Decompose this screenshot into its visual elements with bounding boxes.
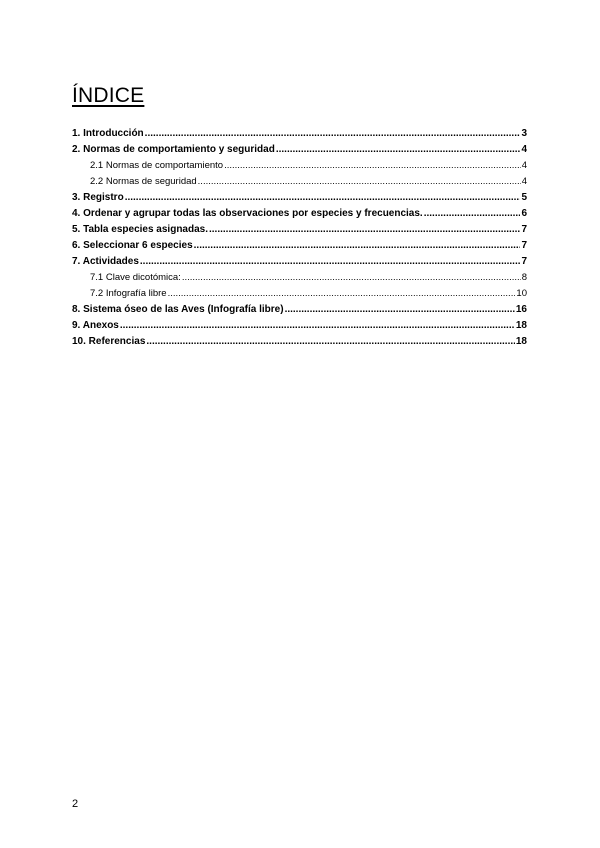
toc-entry-page: 8	[521, 272, 527, 283]
toc-entry-page: 7	[521, 256, 527, 267]
toc-leader-dots	[224, 160, 521, 171]
toc-entry-title: 7.2 Infografía libre	[90, 288, 167, 299]
toc-entry-title: 10. Referencias	[72, 336, 146, 347]
toc-entry-page: 4	[521, 176, 527, 187]
toc-entry[interactable]	[72, 176, 527, 192]
toc-entry-page: 5	[521, 192, 527, 203]
toc-entry[interactable]	[72, 304, 527, 320]
toc-entry[interactable]	[72, 224, 527, 240]
toc-entry[interactable]	[72, 240, 527, 256]
toc-leader-dots	[145, 128, 521, 139]
toc-leader-dots	[198, 176, 521, 187]
toc-entry-page: 7	[521, 224, 527, 235]
toc-entry-title: 1. Introducción	[72, 128, 144, 139]
toc-entry[interactable]	[72, 272, 527, 288]
toc-entry-page: 16	[515, 304, 527, 315]
toc-entry-page: 10	[516, 288, 527, 299]
toc-entry-title: 5. Tabla especies asignadas.	[72, 224, 208, 235]
toc-leader-dots	[194, 240, 521, 251]
toc-entry-title: 2.2 Normas de seguridad	[90, 176, 197, 187]
toc-entry[interactable]	[72, 336, 527, 352]
toc-entry[interactable]	[72, 288, 527, 304]
page-title: ÍNDICE	[72, 84, 145, 107]
toc-entry-title: 3. Registro	[72, 192, 124, 203]
toc-leader-dots	[120, 320, 515, 331]
toc-entry-title: 6. Seleccionar 6 especies	[72, 240, 193, 251]
toc-entry-page: 4	[521, 144, 527, 155]
toc-entry-title: 9. Anexos	[72, 320, 119, 331]
toc-entry-title: 2. Normas de comportamiento y seguridad	[72, 144, 275, 155]
toc-leader-dots	[125, 192, 521, 203]
toc-entry-page: 4	[521, 160, 527, 171]
toc-leader-dots	[285, 304, 515, 315]
toc-entry-page: 18	[515, 320, 527, 331]
toc-entry[interactable]	[72, 208, 527, 224]
toc-entry[interactable]	[72, 256, 527, 272]
toc-entry-page: 3	[521, 128, 527, 139]
toc-leader-dots	[424, 208, 521, 219]
toc-entry-page: 18	[515, 336, 527, 347]
page-number: 2	[72, 798, 79, 810]
toc-entry[interactable]	[72, 320, 527, 336]
toc-entry[interactable]	[72, 128, 527, 144]
toc-entry-page: 6	[521, 208, 527, 219]
toc-entry-title: 4. Ordenar y agrupar todas las observaciones por especies y frecuencias.	[72, 208, 423, 219]
toc-leader-dots	[209, 224, 520, 235]
toc-entry[interactable]	[72, 192, 527, 208]
toc-leader-dots	[140, 256, 521, 267]
toc-entry[interactable]	[72, 160, 527, 176]
toc-entry-title: 7. Actividades	[72, 256, 139, 267]
toc-leader-dots	[182, 272, 521, 283]
toc-entry-title: 8. Sistema óseo de las Aves (Infografía libre)	[72, 304, 284, 315]
table-of-contents	[72, 128, 527, 352]
toc-entry[interactable]	[72, 144, 527, 160]
toc-leader-dots	[168, 288, 516, 299]
toc-entry-title: 2.1 Normas de comportamiento	[90, 160, 224, 171]
toc-leader-dots	[276, 144, 521, 155]
toc-leader-dots	[146, 336, 514, 347]
toc-entry-title: 7.1 Clave dicotómica:	[90, 272, 181, 283]
toc-entry-page: 7	[521, 240, 527, 251]
